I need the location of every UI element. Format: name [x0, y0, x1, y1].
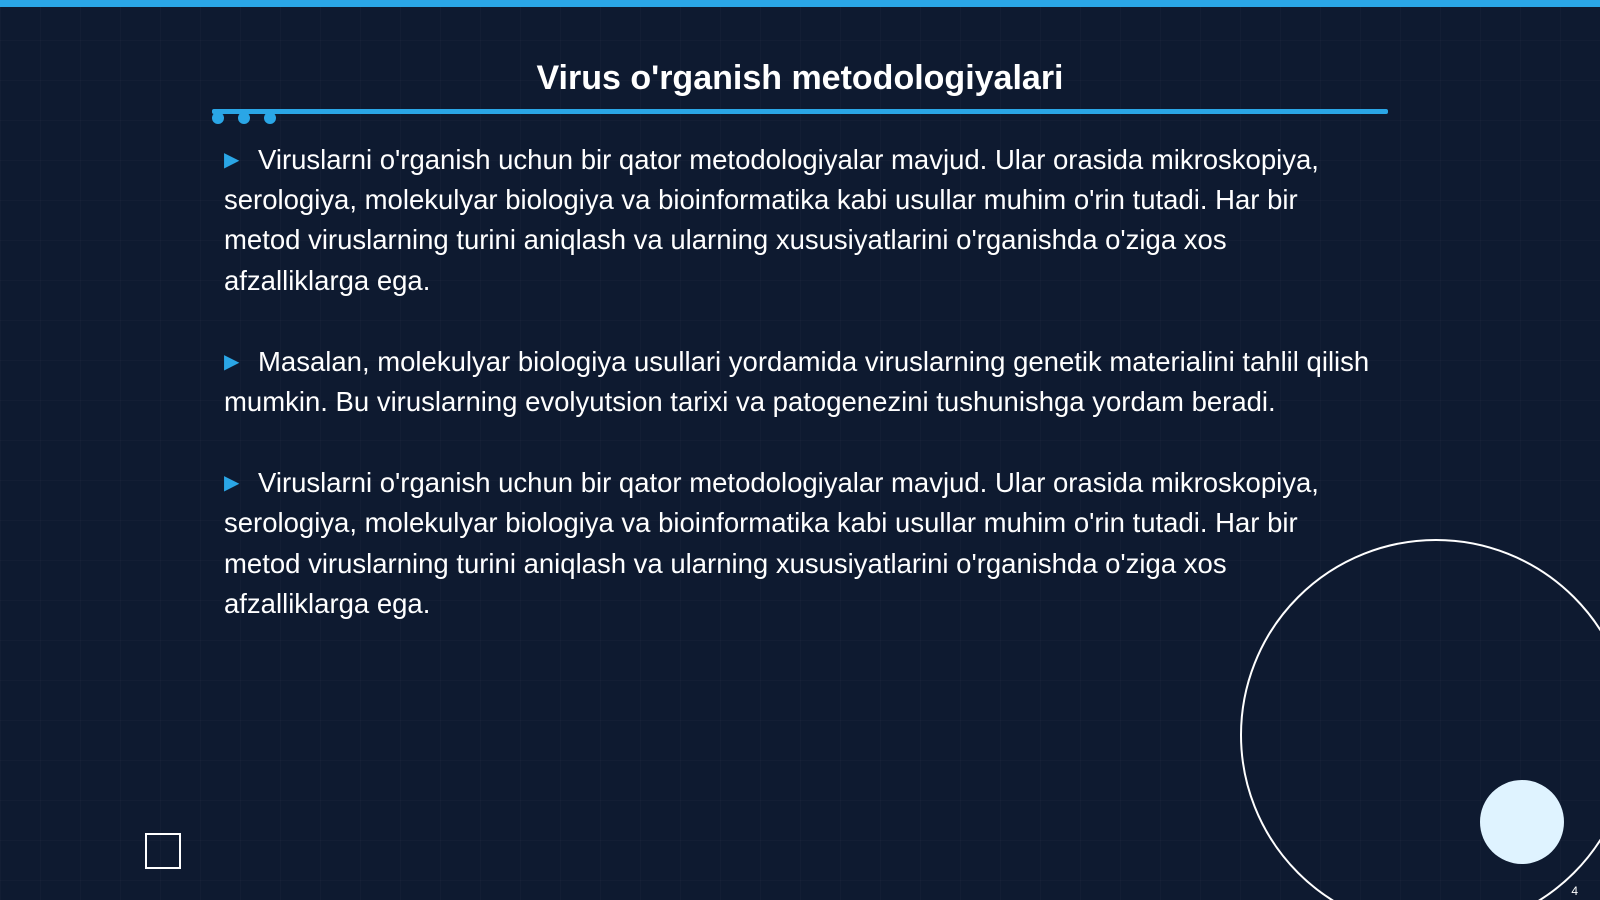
accent-dot	[212, 112, 224, 124]
triangle-bullet-icon: ▶	[224, 350, 240, 373]
bullet-item	[224, 342, 1374, 422]
title-underline	[212, 109, 1388, 114]
accent-dot	[238, 112, 250, 124]
decorative-square-outline	[145, 833, 181, 869]
bullet-text: Viruslarni o'rganish uchun bir qator metodologiyalar mavjud. Ular orasida mikroskopiya, serologiya, molekulyar biologiya va bioinformatika kabi usullar muhim o'rin tutadi. Har bir metod viruslarning turini aniqlash va ularning xususiyatlarini o'rganishda o'ziga xos afzalliklarga ega.	[224, 467, 1319, 619]
bullet-item	[224, 463, 1374, 624]
bullet-text: Masalan, molekulyar biologiya usullari yordamida viruslarning genetik materialini tahlil qilish mumkin. Bu viruslarning evolyutsion tarixi va patogenezini tushunishga yordam beradi.	[224, 345, 1370, 418]
page-number: 4	[1571, 884, 1578, 898]
bullet-list	[224, 140, 1374, 665]
accent-dot	[264, 112, 276, 124]
bullet-text: Viruslarni o'rganish uchun bir qator metodologiyalar mavjud. Ular orasida mikroskopiya, serologiya, molekulyar biologiya va bioinformatika kabi usullar muhim o'rin tutadi. Har bir metod viruslarning turini aniqlash va ularning xususiyatlarini o'rganishda o'ziga xos afzalliklarga ega.	[224, 144, 1319, 296]
decorative-circle-filled	[1480, 780, 1564, 864]
triangle-bullet-icon: ▶	[224, 472, 240, 495]
bullet-item	[224, 140, 1374, 301]
top-accent-bar	[0, 0, 1600, 7]
slide-title: Virus o'rganish metodologiyalari	[536, 59, 1064, 97]
triangle-bullet-icon: ▶	[224, 149, 240, 171]
